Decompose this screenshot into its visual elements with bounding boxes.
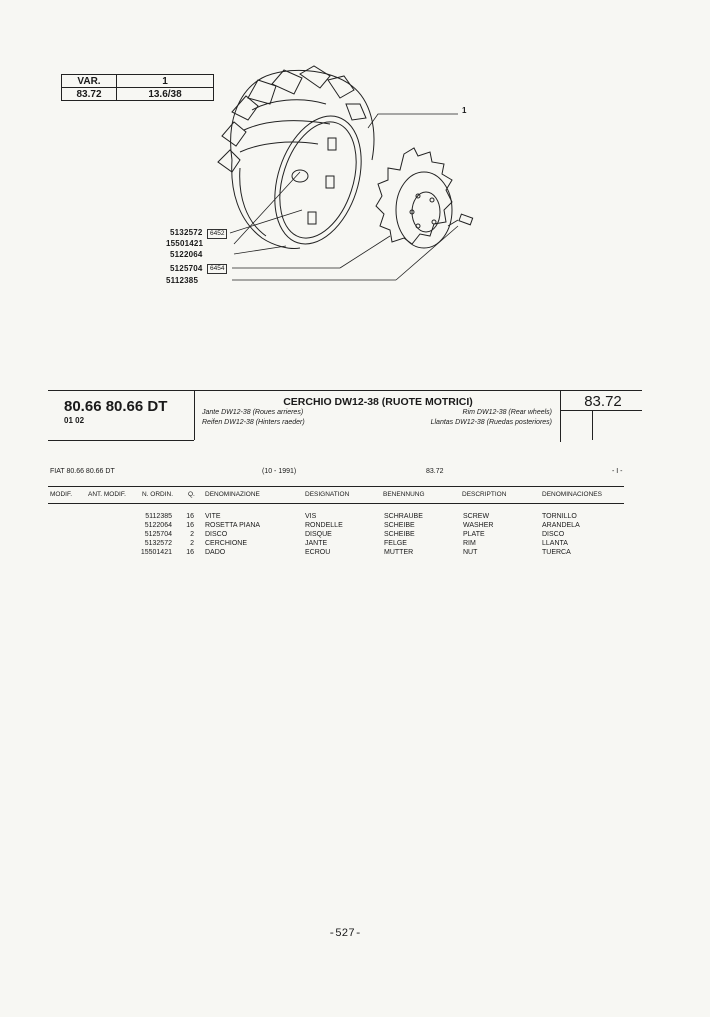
part-number: 5112385 bbox=[145, 513, 172, 520]
label-5132572-ref-box: 6452 bbox=[207, 229, 227, 239]
title-block-bottom-rule bbox=[48, 440, 194, 441]
rim-illustration bbox=[260, 105, 377, 255]
table-row bbox=[0, 522, 710, 531]
title-block-divider bbox=[194, 390, 195, 440]
label-5125704: 5125704 bbox=[170, 264, 203, 273]
col-description: DESCRIPTION bbox=[462, 491, 507, 498]
part-name-fr: DISQUE bbox=[305, 531, 332, 538]
part-name-es: ARANDELA bbox=[542, 522, 580, 529]
model-title: 80.66 80.66 DT bbox=[64, 398, 168, 415]
label-5112385: 5112385 bbox=[166, 276, 199, 285]
label-5122064: 5122064 bbox=[170, 250, 203, 259]
table-row bbox=[0, 540, 710, 549]
part-qty: 16 bbox=[186, 513, 194, 520]
part-name-de: SCHEIBE bbox=[384, 522, 415, 529]
title-block-divider-right bbox=[560, 390, 561, 442]
part-name-en: PLATE bbox=[463, 531, 485, 538]
part-name-fr: JANTE bbox=[305, 540, 328, 547]
list-code: 83.72 bbox=[426, 468, 444, 475]
col-ant-modif: ANT. MODIF. bbox=[88, 491, 126, 498]
desc-german: Reifen DW12-38 (Hinters raeder) bbox=[202, 419, 305, 426]
wheel-exploded-drawing bbox=[0, 0, 710, 320]
list-page: - I - bbox=[612, 468, 623, 475]
col-benennung: BENENNUNG bbox=[383, 491, 425, 498]
part-name-fr: ECROU bbox=[305, 549, 331, 556]
part-name-en: NUT bbox=[463, 549, 478, 556]
page-number: -527- bbox=[328, 928, 362, 940]
part-name-de: MUTTER bbox=[384, 549, 414, 556]
table-row bbox=[0, 549, 710, 558]
title-block-top-rule bbox=[48, 390, 642, 391]
label-5132572: 5132572 bbox=[170, 228, 203, 237]
desc-french: Jante DW12-38 (Roues arrieres) bbox=[202, 409, 304, 416]
table-row bbox=[0, 513, 710, 522]
part-name-it: VITE bbox=[205, 513, 221, 520]
part-qty: 2 bbox=[190, 540, 194, 547]
part-name-it: CERCHIONE bbox=[205, 540, 248, 547]
col-modif: MODIF. bbox=[50, 491, 73, 498]
disc-illustration bbox=[376, 148, 452, 248]
label-5125704-ref-box: 6454 bbox=[207, 264, 227, 274]
title-block-code-rule bbox=[560, 410, 642, 411]
title-block-code-divider bbox=[592, 410, 593, 440]
leader-lines bbox=[230, 114, 458, 280]
part-qty: 2 bbox=[190, 531, 194, 538]
part-name-es: TUERCA bbox=[542, 549, 571, 556]
desc-english: Rim DW12-38 (Rear wheels) bbox=[462, 409, 552, 416]
part-number: 5122064 bbox=[144, 522, 172, 529]
list-model: FIAT 80.66 80.66 DT bbox=[50, 468, 115, 475]
section-code: 83.72 bbox=[584, 393, 622, 410]
section-title: CERCHIO DW12-38 (RUOTE MOTRICI) bbox=[283, 396, 473, 408]
variant-tyre-size: 13.6/38 bbox=[117, 88, 214, 101]
part-name-es: DISCO bbox=[542, 531, 565, 538]
col-denominaciones: DENOMINACIONES bbox=[542, 491, 602, 498]
tyre-illustration bbox=[218, 66, 374, 249]
part-number: 15501421 bbox=[140, 549, 172, 556]
callout-ref: 1 bbox=[462, 106, 467, 115]
part-name-fr: RONDELLE bbox=[305, 522, 343, 529]
col-qty: Q. bbox=[188, 491, 195, 498]
part-name-es: TORNILLO bbox=[542, 513, 577, 520]
part-name-de: SCHRAUBE bbox=[384, 513, 423, 520]
part-name-en: WASHER bbox=[463, 522, 494, 529]
variant-header-value: 1 bbox=[117, 75, 214, 88]
part-qty: 16 bbox=[186, 522, 194, 529]
list-date: (10 - 1991) bbox=[262, 468, 297, 475]
part-name-it: DISCO bbox=[205, 531, 228, 538]
header-top-rule bbox=[48, 486, 624, 487]
desc-spanish: Llantas DW12-38 (Ruedas posteriores) bbox=[430, 419, 552, 426]
part-name-en: RIM bbox=[463, 540, 476, 547]
part-name-it: ROSETTA PIANA bbox=[205, 522, 261, 529]
col-n-ordin: N. ORDIN. bbox=[142, 491, 174, 498]
header-bottom-rule bbox=[48, 503, 624, 504]
part-name-en: SCREW bbox=[463, 513, 490, 520]
part-name-de: FELGE bbox=[384, 540, 407, 547]
part-number: 5132572 bbox=[144, 540, 172, 547]
label-15501421: 15501421 bbox=[166, 239, 204, 248]
table-row bbox=[0, 531, 710, 540]
part-qty: 16 bbox=[186, 549, 194, 556]
part-number: 5125704 bbox=[144, 531, 172, 538]
col-denominazione: DENOMINAZIONE bbox=[205, 491, 260, 498]
variant-header-label: VAR. bbox=[62, 75, 117, 88]
variant-code: 83.72 bbox=[62, 88, 117, 101]
part-name-de: SCHEIBE bbox=[384, 531, 415, 538]
model-subcode: 01 02 bbox=[64, 416, 85, 425]
part-name-es: LLANTA bbox=[542, 540, 568, 547]
part-name-fr: VIS bbox=[305, 513, 317, 520]
col-designation: DESIGNATION bbox=[305, 491, 350, 498]
part-name-it: DADO bbox=[205, 549, 226, 556]
